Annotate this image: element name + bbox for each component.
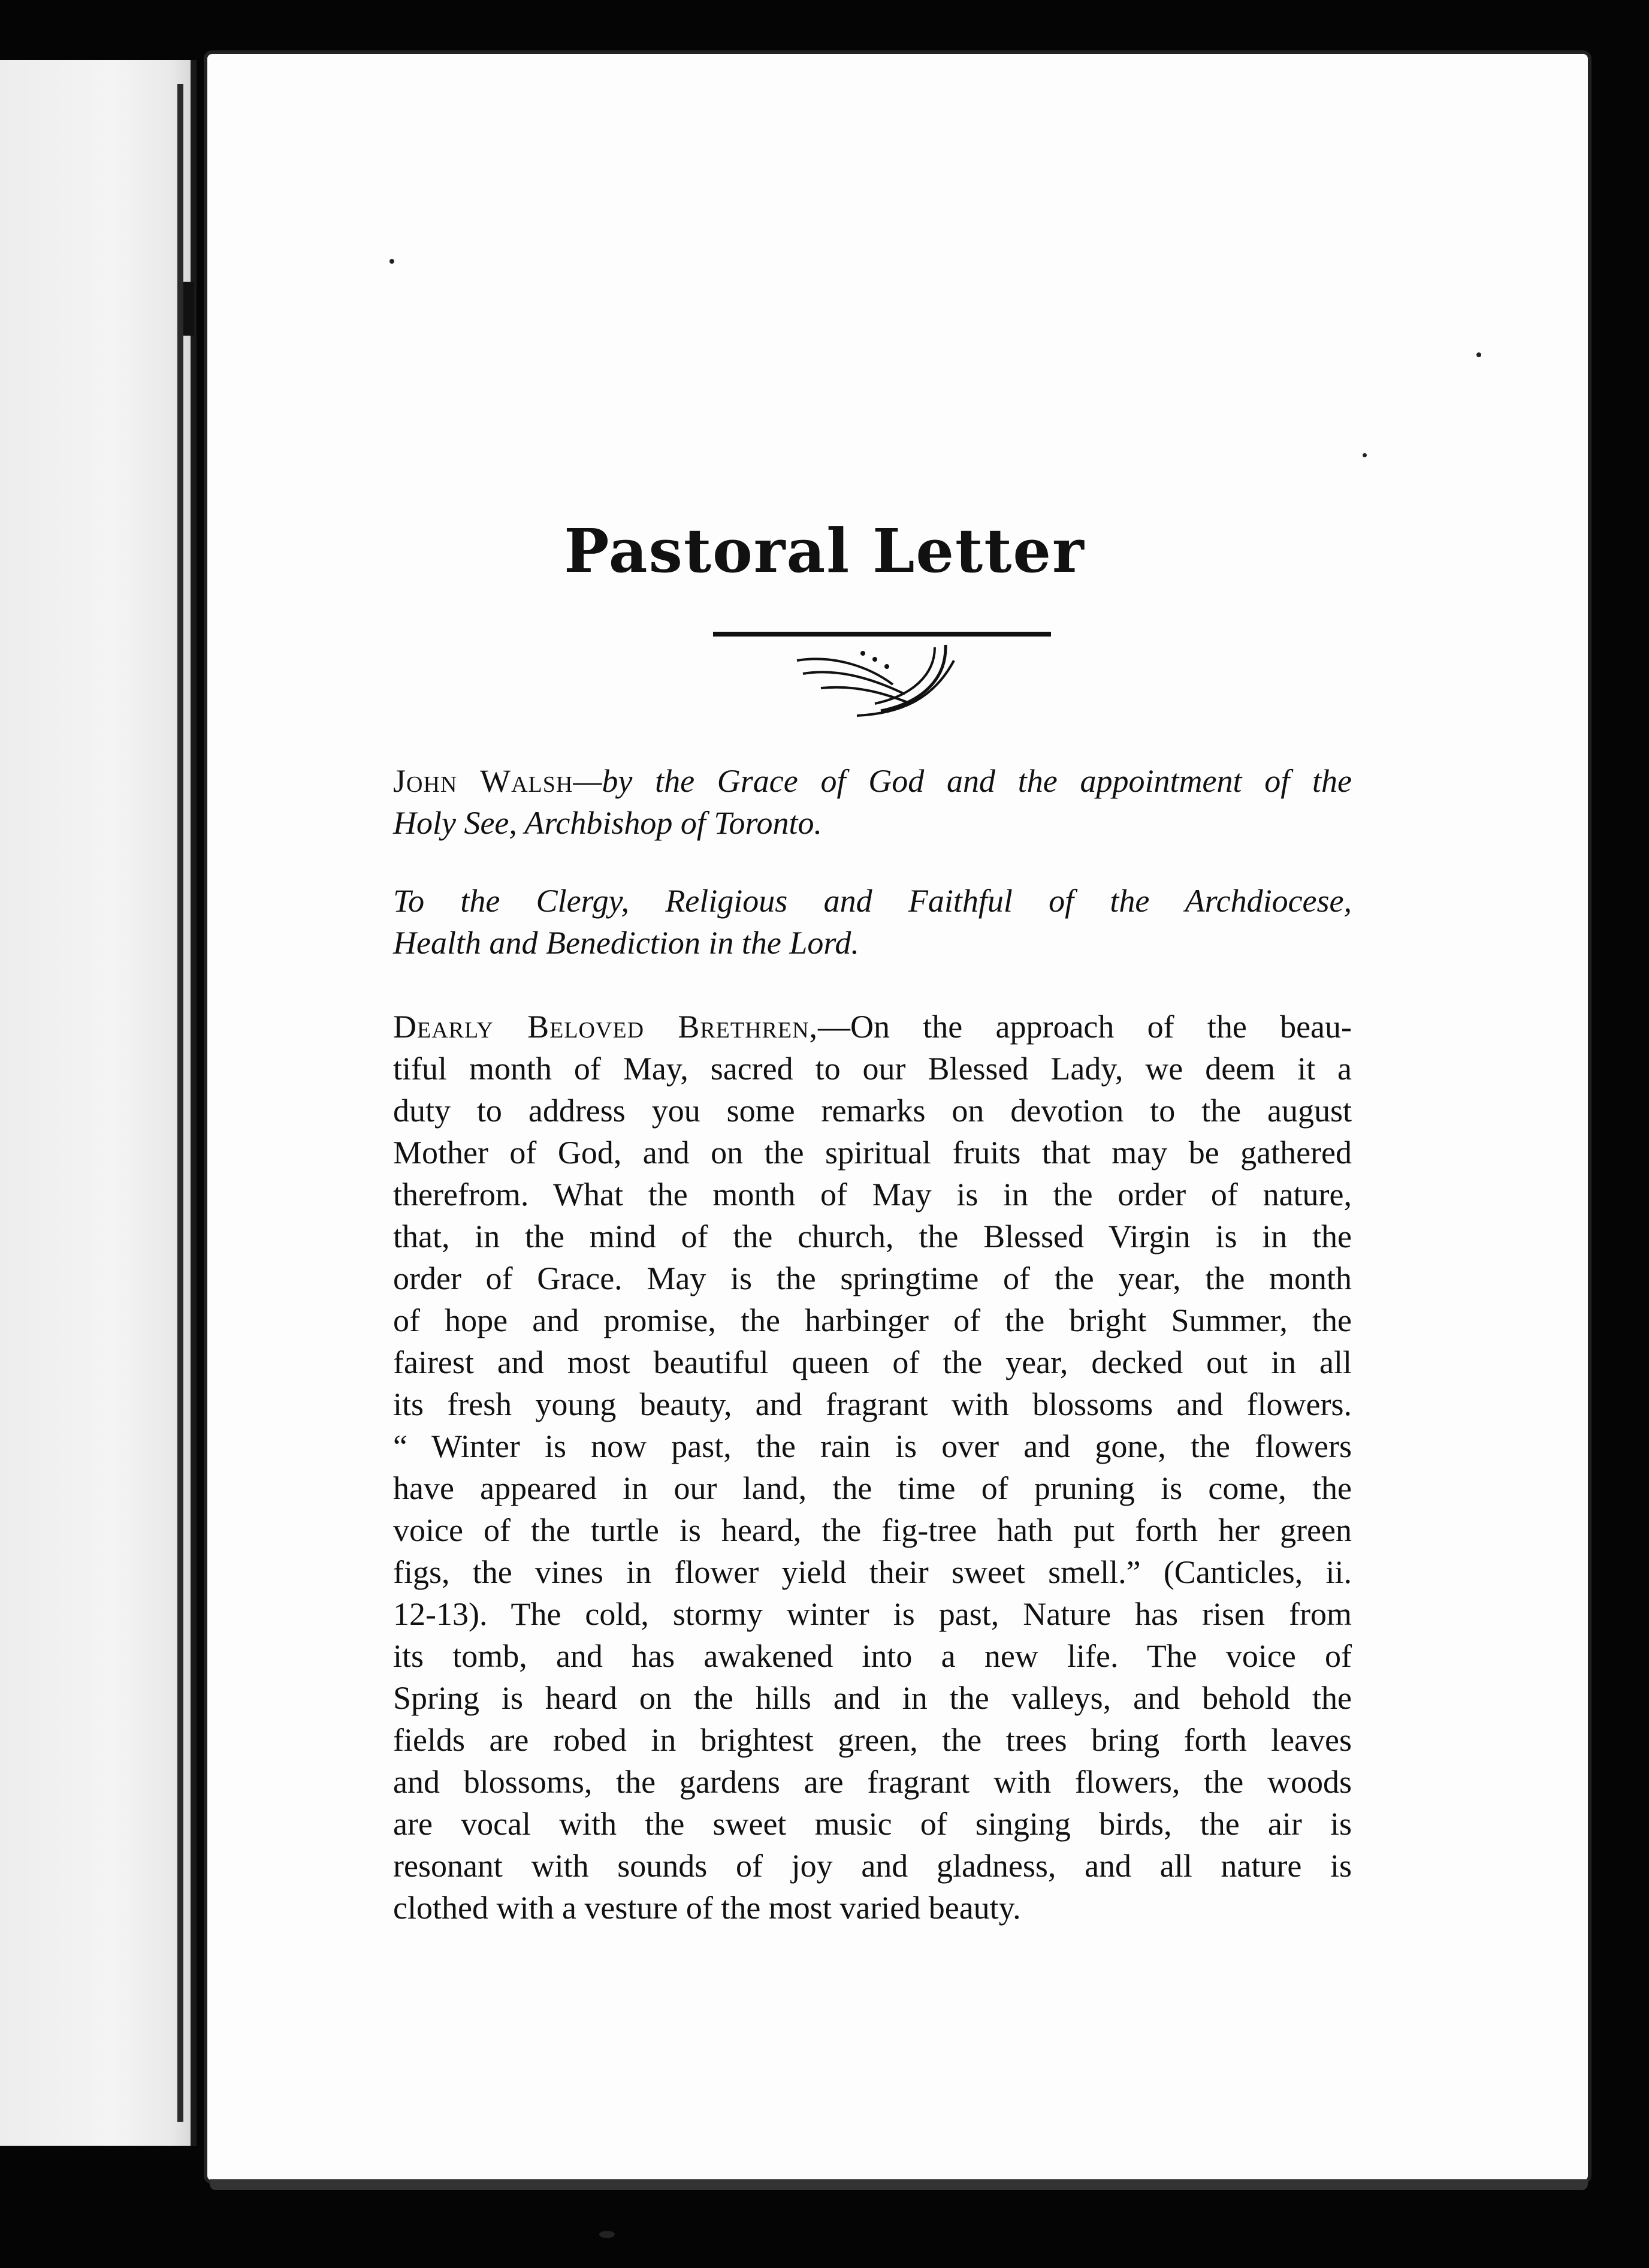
body-line: figs, the vines in flower yield their sweet smell.” (Canticles, ii. [393,1554,1352,1590]
body-line: fairest and most beautiful queen of the year, decked out in all [393,1344,1352,1380]
body-line: voice of the turtle is heard, the fig-tree hath put forth her green [393,1512,1352,1548]
page-bottom-edge [210,2179,1588,2190]
body-text [393,1006,1352,1929]
body-line: fields are robed in brightest green, the trees bring forth leaves [393,1722,1352,1758]
speck [389,259,394,264]
salutation-line-2: Health and Benediction in the Lord. [393,925,859,961]
body-line: its tomb, and has awakened into a new life. The voice of [393,1638,1352,1674]
title-rule [713,632,1051,637]
body-line: and blossoms, the gardens are fragrant with flowers, the woods [393,1764,1352,1800]
body-line-1-rest: —On the approach of the beau- [818,1009,1352,1045]
opening-address: Dearly Beloved Brethren, [393,1009,819,1045]
speck [1363,453,1367,457]
body-line: have appeared in our land, the time of pruning is come, the [393,1470,1352,1506]
binding-mark [180,282,194,336]
body-line: Spring is heard on the hills and in the valleys, and behold the [393,1680,1352,1716]
body-line: tiful month of May, sacred to our Blessed Lady, we deem it a [393,1051,1352,1087]
body-line: duty to address you some remarks on devotion to the august [393,1093,1352,1129]
salutation-line-1: To the Clergy, Religious and Faithful of the Archdiocese, [393,883,1352,919]
address-line-1: —by the Grace of God and the appointment of the [573,763,1352,799]
body-line: 12-13). The cold, stormy winter is past, Nature has risen from [393,1596,1352,1632]
body-line: its fresh young beauty, and fragrant with blossoms and flowers. [393,1386,1352,1422]
body-line: “ Winter is now past, the rain is over and gone, the flowers [393,1428,1352,1464]
body-line: of hope and promise, the harbinger of the bright Summer, the [393,1302,1352,1338]
speck [1476,352,1481,357]
address-line-2: Holy See, Archbishop of Toronto. [393,805,823,841]
flourish-ornament [785,637,965,726]
body-line: that, in the mind of the church, the Blessed Virgin is in the [393,1219,1352,1254]
author-name: John Walsh [393,763,573,799]
body-line [393,1006,1352,1048]
speck [599,2231,615,2238]
facing-page-edge [0,60,197,2146]
body-line: order of Grace. May is the springtime of the year, the month [393,1260,1352,1296]
body-line: Mother of God, and on the spiritual fruits that may be gathered [393,1135,1352,1171]
body-line: clothed with a vesture of the most varied beauty. [393,1890,1021,1926]
body-line: are vocal with the sweet music of singing birds, the air is [393,1806,1352,1842]
body-line: resonant with sounds of joy and gladness, and all nature is [393,1848,1352,1884]
address-block [393,760,1352,844]
page-title: Pastoral Letter [564,515,1085,586]
salutation-block [393,880,1352,964]
body-line: therefrom. What the month of May is in the order of nature, [393,1177,1352,1213]
